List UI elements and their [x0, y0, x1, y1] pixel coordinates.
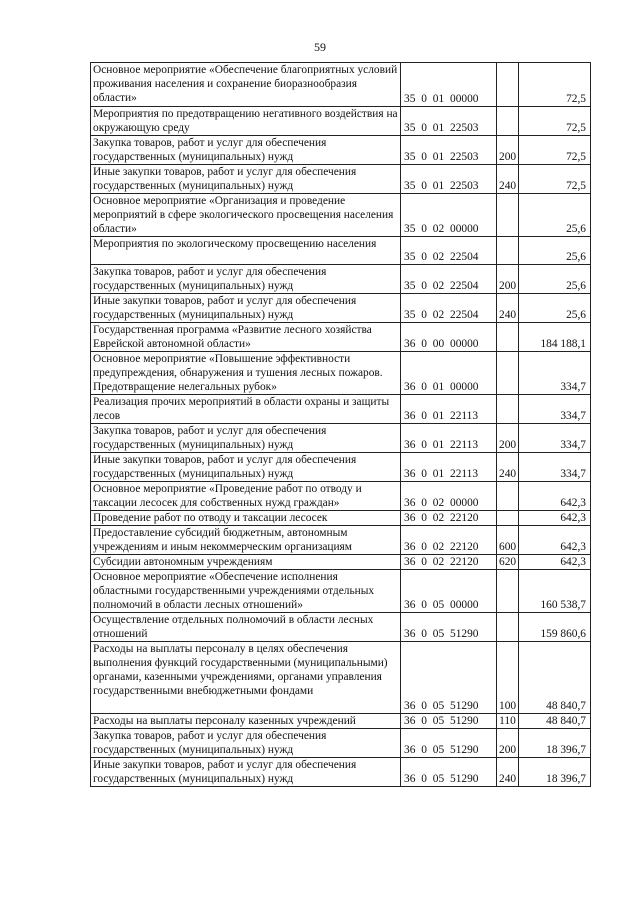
table-row [91, 237, 591, 265]
target-code-cell: 36 0 01 22113 [401, 424, 497, 453]
expense-type-cell: 100 [497, 642, 519, 714]
expense-name-cell: Закупка товаров, работ и услуг для обеспечения государственных (муниципальных) нужд [91, 265, 401, 294]
amount-cell: 334,7 [519, 453, 591, 482]
amount-cell: 72,5 [519, 107, 591, 136]
expense-name-cell: Основное мероприятие «Повышение эффективности предупреждения, обнаружения и тушения лесных пожаров. Предотвращение нелегальных рубок» [91, 352, 401, 395]
target-code-cell: 36 0 02 22120 [401, 526, 497, 555]
amount-cell: 642,3 [519, 526, 591, 555]
expense-name-cell: Основное мероприятие «Проведение работ по отводу и таксации лесосек для собственных нужд граждан» [91, 482, 401, 511]
table-row [91, 265, 591, 294]
target-code-cell: 36 0 05 51290 [401, 714, 497, 729]
expense-name-cell: Расходы на выплаты персоналу в целях обеспечения выполнения функций государственными (муниципальными) органами, казенными учреждениями, органами управления государственными внебюджетными фондами [91, 642, 401, 714]
table-row [91, 294, 591, 323]
target-code-cell: 35 0 01 00000 [401, 63, 497, 107]
amount-cell: 642,3 [519, 511, 591, 526]
table-row [91, 136, 591, 165]
target-code-cell: 36 0 05 51290 [401, 613, 497, 642]
table-row [91, 511, 591, 526]
target-code-cell: 36 0 01 22113 [401, 453, 497, 482]
expense-name-cell: Государственная программа «Развитие лесного хозяйства Еврейской автономной области» [91, 323, 401, 352]
expense-name-cell: Иные закупки товаров, работ и услуг для обеспечения государственных (муниципальных) нужд [91, 453, 401, 482]
table-row [91, 714, 591, 729]
table-body [91, 63, 591, 787]
amount-cell: 160 538,7 [519, 570, 591, 613]
expense-type-cell [497, 613, 519, 642]
table-row [91, 482, 591, 511]
expense-name-cell: Субсидии автономным учреждениям [91, 555, 401, 570]
target-code-cell: 36 0 02 00000 [401, 482, 497, 511]
expense-name-cell: Мероприятия по предотвращению негативного воздействия на окружающую среду [91, 107, 401, 136]
table-row [91, 352, 591, 395]
expense-type-cell [497, 107, 519, 136]
expense-name-cell: Основное мероприятие «Обеспечение исполнения областными государственными учреждениями отдельных полномочий в области лесных отношений» [91, 570, 401, 613]
expense-name-cell: Основное мероприятие «Обеспечение благоприятных условий проживания населения и сохранение биоразнообразия области» [91, 63, 401, 107]
table-row [91, 107, 591, 136]
expense-type-cell [497, 570, 519, 613]
expense-type-cell: 200 [497, 424, 519, 453]
amount-cell: 642,3 [519, 555, 591, 570]
target-code-cell: 36 0 05 00000 [401, 570, 497, 613]
table-row [91, 63, 591, 107]
target-code-cell: 36 0 01 22113 [401, 395, 497, 424]
expense-name-cell: Предоставление субсидий бюджетным, автономным учреждениям и иным некоммерческим организациям [91, 526, 401, 555]
amount-cell: 25,6 [519, 294, 591, 323]
amount-cell: 18 396,7 [519, 729, 591, 758]
table-row [91, 424, 591, 453]
amount-cell: 25,6 [519, 237, 591, 265]
amount-cell: 72,5 [519, 165, 591, 194]
expense-type-cell [497, 237, 519, 265]
expense-type-cell [497, 194, 519, 237]
page-number: 59 [314, 40, 326, 54]
table-row [91, 453, 591, 482]
expense-type-cell: 200 [497, 265, 519, 294]
expense-type-cell: 200 [497, 729, 519, 758]
amount-cell: 642,3 [519, 482, 591, 511]
expense-type-cell: 240 [497, 453, 519, 482]
expense-name-cell: Иные закупки товаров, работ и услуг для обеспечения государственных (муниципальных) нужд [91, 294, 401, 323]
amount-cell: 334,7 [519, 395, 591, 424]
amount-cell: 334,7 [519, 424, 591, 453]
expense-name-cell: Закупка товаров, работ и услуг для обеспечения государственных (муниципальных) нужд [91, 729, 401, 758]
target-code-cell: 36 0 05 51290 [401, 758, 497, 787]
target-code-cell: 36 0 01 00000 [401, 352, 497, 395]
target-code-cell: 35 0 02 22504 [401, 294, 497, 323]
target-code-cell: 35 0 01 22503 [401, 107, 497, 136]
expense-type-cell: 110 [497, 714, 519, 729]
expense-name-cell: Основное мероприятие «Организация и проведение мероприятий в сфере экологического просвещения населения области» [91, 194, 401, 237]
table-row [91, 555, 591, 570]
expense-type-cell: 620 [497, 555, 519, 570]
amount-cell: 48 840,7 [519, 642, 591, 714]
table-row [91, 194, 591, 237]
expense-name-cell: Реализация прочих мероприятий в области охраны и защиты лесов [91, 395, 401, 424]
expense-type-cell: 240 [497, 758, 519, 787]
target-code-cell: 35 0 02 00000 [401, 194, 497, 237]
amount-cell: 72,5 [519, 63, 591, 107]
expense-name-cell: Осуществление отдельных полномочий в области лесных отношений [91, 613, 401, 642]
expense-name-cell: Закупка товаров, работ и услуг для обеспечения государственных (муниципальных) нужд [91, 136, 401, 165]
expense-type-cell [497, 323, 519, 352]
expense-name-cell: Расходы на выплаты персоналу казенных учреждений [91, 714, 401, 729]
table-row [91, 729, 591, 758]
table-row [91, 642, 591, 714]
table-row [91, 570, 591, 613]
target-code-cell: 35 0 01 22503 [401, 165, 497, 194]
amount-cell: 184 188,1 [519, 323, 591, 352]
amount-cell: 159 860,6 [519, 613, 591, 642]
table-row [91, 613, 591, 642]
expense-name-cell: Мероприятия по экологическому просвещению населения [91, 237, 401, 265]
expense-name-cell: Проведение работ по отводу и таксации лесосек [91, 511, 401, 526]
amount-cell: 25,6 [519, 265, 591, 294]
expense-name-cell: Закупка товаров, работ и услуг для обеспечения государственных (муниципальных) нужд [91, 424, 401, 453]
expense-type-cell [497, 63, 519, 107]
table-row [91, 395, 591, 424]
target-code-cell: 36 0 00 00000 [401, 323, 497, 352]
expense-name-cell: Иные закупки товаров, работ и услуг для обеспечения государственных (муниципальных) нужд [91, 758, 401, 787]
amount-cell: 25,6 [519, 194, 591, 237]
target-code-cell: 36 0 02 22120 [401, 555, 497, 570]
target-code-cell: 36 0 02 22120 [401, 511, 497, 526]
expense-type-cell [497, 352, 519, 395]
expense-name-cell: Иные закупки товаров, работ и услуг для обеспечения государственных (муниципальных) нужд [91, 165, 401, 194]
amount-cell: 72,5 [519, 136, 591, 165]
expense-type-cell: 240 [497, 294, 519, 323]
expense-type-cell: 240 [497, 165, 519, 194]
target-code-cell: 35 0 02 22504 [401, 265, 497, 294]
expense-type-cell [497, 511, 519, 526]
amount-cell: 48 840,7 [519, 714, 591, 729]
table-row [91, 526, 591, 555]
expense-type-cell [497, 395, 519, 424]
table-row [91, 758, 591, 787]
target-code-cell: 36 0 05 51290 [401, 729, 497, 758]
target-code-cell: 36 0 05 51290 [401, 642, 497, 714]
target-code-cell: 35 0 02 22504 [401, 237, 497, 265]
amount-cell: 334,7 [519, 352, 591, 395]
table-row [91, 165, 591, 194]
table-row [91, 323, 591, 352]
expense-type-cell: 600 [497, 526, 519, 555]
amount-cell: 18 396,7 [519, 758, 591, 787]
expense-type-cell [497, 482, 519, 511]
budget-table [90, 62, 591, 787]
expense-type-cell: 200 [497, 136, 519, 165]
target-code-cell: 35 0 01 22503 [401, 136, 497, 165]
